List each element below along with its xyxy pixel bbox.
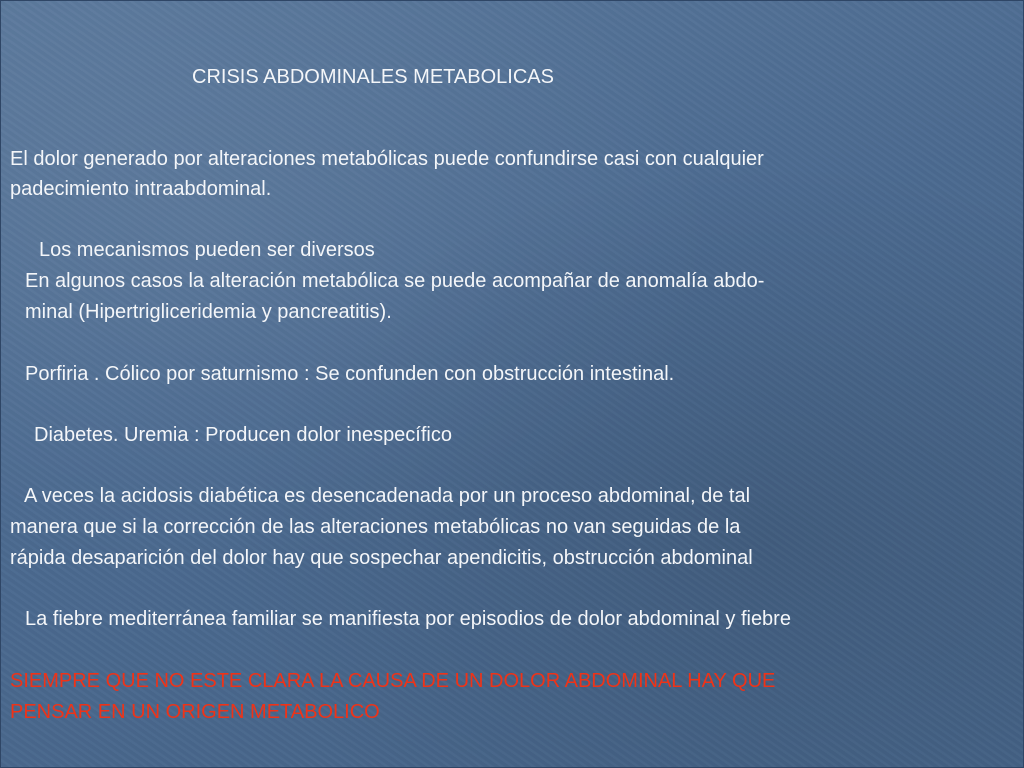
body-line: Los mecanismos pueden ser diversos xyxy=(39,239,375,261)
body-line: En algunos casos la alteración metabólica se puede acompañar de anomalía abdo- xyxy=(25,270,765,292)
body-line: Porfiria . Cólico por saturnismo : Se confunden con obstrucción intestinal. xyxy=(25,363,675,385)
body-line: Diabetes. Uremia : Producen dolor inespecífico xyxy=(34,424,452,446)
body-line: padecimiento intraabdominal. xyxy=(10,178,272,200)
slide-title: CRISIS ABDOMINALES METABOLICAS xyxy=(192,66,554,88)
warning-line: SIEMPRE QUE NO ESTE CLARA LA CAUSA DE UN DOLOR ABDOMINAL HAY QUE xyxy=(10,670,776,692)
body-line: rápida desaparición del dolor hay que sospechar apendicitis, obstrucción abdominal xyxy=(10,547,753,569)
body-line: A veces la acidosis diabética es desencadenada por un proceso abdominal, de tal xyxy=(24,485,751,507)
warning-line: PENSAR EN UN ORIGEN METABOLICO xyxy=(10,701,380,723)
body-line: El dolor generado por alteraciones metabólicas puede confundirse casi con cualquier xyxy=(10,148,764,170)
body-line: manera que si la corrección de las alteraciones metabólicas no van seguidas de la xyxy=(10,516,741,538)
body-line: La fiebre mediterránea familiar se manifiesta por episodios de dolor abdominal y fiebre xyxy=(25,608,791,630)
body-line: minal (Hipertrigliceridemia y pancreatitis). xyxy=(25,301,392,323)
